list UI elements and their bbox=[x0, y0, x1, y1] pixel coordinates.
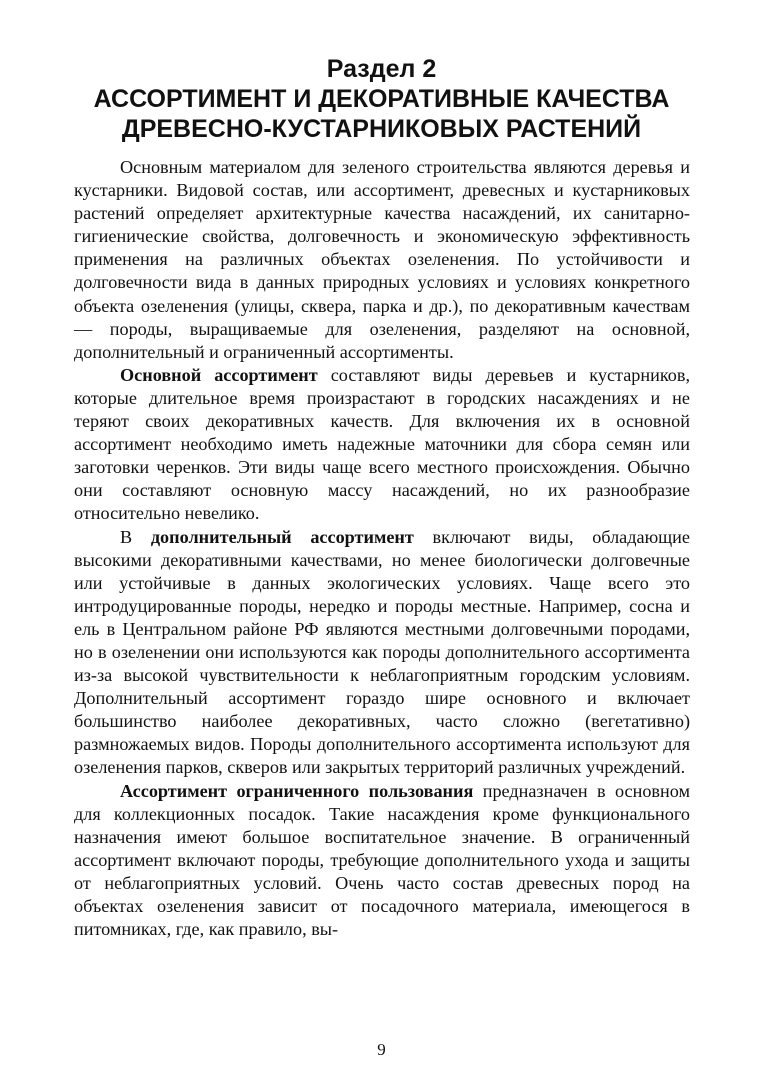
paragraph-limited-assortment bbox=[74, 780, 690, 942]
term-main-assortment: Основной ассортимент bbox=[120, 364, 318, 385]
section-title-line-1: АССОРТИМЕНТ И ДЕКОРАТИВНЫЕ КАЧЕСТВА bbox=[93, 85, 670, 113]
term-additional-assortment: дополнительный ассортимент bbox=[150, 526, 414, 547]
body-text bbox=[74, 156, 690, 941]
paragraph-additional-assortment-text: включают виды, обладающие высокими декоративными качествами, но менее биологически долговечные или устойчивые в данных экологических условиях. Чаще всего это интродуцированные породы, нередко и породы местные. Например, сосна и ель в Центральном районе РФ являются местными долговечными породами, но в озеленении они используются как породы дополнительного ассортимента из-за высокой чувствительности к неблагоприятным городским условиям. Дополнительный ассортимент гораздо шире основного и включает большинство наиболее декоративных, часто сложно (вегетативно) размножаемых видов. Породы дополнительного ассортимента используют для озеленения парков, скверов или закрытых территорий различных учреждений. bbox=[74, 526, 690, 778]
paragraph-intro bbox=[74, 156, 690, 364]
page-number: 9 bbox=[377, 1040, 386, 1059]
section-header bbox=[60, 55, 703, 144]
paragraph-additional-assortment bbox=[74, 526, 690, 780]
term-limited-assortment: Ассортимент ограниченного пользования bbox=[120, 780, 474, 801]
section-label: Раздел 2 bbox=[326, 55, 437, 83]
paragraph-main-assortment bbox=[74, 364, 690, 526]
paragraph-intro-text: Основным материалом для зеленого строительства являются деревья и кустарники. Видовой состав, или ассортимент, древесных и кустарниковых растений определяет архитектурные качества насаждений, их санитарно-гигиенические свойства, долговечность и экономическую эффективность применения на различных объектах озеленения. По устойчивости и долговечности вида в данных природных условиях и условиях конкретного объекта озеленения (улицы, сквера, парка и др.), по декоративным качествам — породы, выращиваемые для озеленения, разделяют на основной, дополнительный и ограниченный ассортименты. bbox=[74, 157, 690, 362]
section-title-line-2: ДРЕВЕСНО-КУСТАРНИКОВЫХ РАСТЕНИЙ bbox=[121, 115, 642, 143]
paragraph-main-assortment-text: составляют виды деревьев и кустарников, которые длительное время произрастают в городских насаждениях и не теряют своих декоративных качеств. Для включения их в основной ассортимент необходимо иметь надежные маточники для сбора семян или заготовки черенков. Эти виды чаще всего местного происхождения. Обычно они составляют основную массу насаждений, но их разнообразие относительно невелико. bbox=[74, 364, 690, 524]
paragraph-limited-assortment-text: предназначен в основном для коллекционных посадок. Такие насаждения кроме функционального назначения имеют большое воспитательное значение. В ограниченный ассортимент включают породы, требующие дополнительного ухода и защиты от неблагоприятных условий. Очень часто состав древесных пород на объектах озеленения зависит от посадочного материала, имеющегося в питомниках, где, как правило, вы- bbox=[74, 780, 691, 940]
paragraph-additional-assortment-lead: В bbox=[120, 526, 151, 547]
